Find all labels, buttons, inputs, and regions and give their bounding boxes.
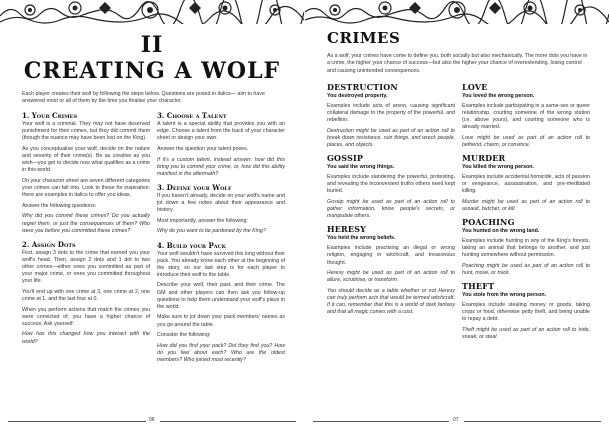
left-column (22, 106, 150, 349)
right-column (157, 106, 285, 368)
crime-heading-murder: MURDER (462, 153, 506, 164)
crime-subtitle: You held the wrong beliefs. (327, 235, 396, 242)
crime-heading-destruction: DESTRUCTION (327, 82, 398, 92)
crime-examples: Examples include accidental homicide, acts of passion or vengeance, assassination, and pre-meditated killing. (462, 174, 590, 195)
crime-subtitle: You said the wrong things. (327, 164, 395, 171)
paragraph: Answer the following questions: (22, 202, 97, 209)
footer-rule-right (464, 421, 601, 422)
crime-examples: Examples include participating in a same-sex or queer relationship, courting someone of the wrong station (i.e. above yours), and courting someone who is already married. (462, 103, 590, 131)
footer-rule-left (313, 421, 449, 422)
question-paragraph: Why do you want to be pardoned by the King? (157, 228, 266, 235)
crime-examples: Examples include practising an illegal or wrong religion, engaging in witchcraft, and treasonous thought. (327, 245, 455, 266)
left-page (0, 0, 304, 430)
page-number: 06 (149, 417, 155, 423)
crime-usage: Murder might be used as part of an action roll to assault, butcher, or kill. (462, 199, 590, 213)
paragraph: Make sure to jot down your pack members' names as you go around the table. (157, 314, 285, 328)
paragraph: Your wolf is a criminal. They may not have deserved punishment for their crimes, but they did commit them (though the nuance may have been lost on the King). (22, 121, 150, 142)
crime-subtitle: You destroyed property. (327, 93, 388, 99)
crime-heading-theft: THEFT (462, 281, 495, 292)
paragraph: If you haven't already, decide on your wolf's name and jot down a few notes about their appearance and history. (157, 192, 285, 214)
chapter-title: CREATING A WOLF (23, 58, 281, 84)
crime-examples: Examples include slandering the powerful, protesting, and revealing the inconvenient truths others need kept buried. (327, 174, 455, 195)
crime-examples: Examples include acts of arson, causing significant collateral damage to the property of the powerful, and rebellion. (327, 103, 455, 124)
page-title: CRIMES (327, 29, 401, 47)
crime-usage: Theft might be used as part of an action roll to hide, sneak, or steal. (462, 327, 590, 341)
crime-heading-love: LOVE (462, 82, 488, 92)
paragraph: Most importantly, answer the following: (157, 217, 248, 224)
footer-rule-right (160, 421, 296, 422)
section-heading-your-crimes: 1. Your Crimes (22, 111, 78, 120)
right-column (462, 78, 590, 345)
paragraph: As you conceptualise your wolf, decide on the nature and severity of their crime(s). Be as creative as you wish—you get to decide now what qualifies as a crime in this world. (22, 145, 150, 174)
crime-heading-poaching: POACHING (462, 217, 515, 228)
paragraph: Answer the question your talent poses. (157, 145, 249, 152)
paragraph: On your character sheet are seven different categories your crimes can fall into. Look to these for inspiration: there are examples in italics to offer you ideas. (22, 177, 150, 199)
paragraph: Consider the following: (157, 332, 211, 339)
crime-subtitle: You hunted on the wrong land. (462, 228, 540, 235)
crime-subtitle: You killed the wrong person. (462, 164, 535, 171)
question-paragraph: If it's a custom talent, instead answer: how did this bring you to commit your crime, or, how did this ability manifest in the aftermath? (157, 156, 285, 177)
section-heading-assign-dots: 2. Assign Dots (22, 239, 76, 249)
chapter-intro: Each player creates their wolf by following the steps below. Questions are posed in italics— aim to have answered most or all of them by the time you finalise your character. (22, 91, 265, 105)
crime-examples: Examples include hunting in any of the King's forests, taking an animal that belongs to another, and just hunting somewhere without permission. (462, 238, 590, 259)
crime-note: You should decide as a table whether or not Heresy can truly perform acts that would be termed witchcraft. If it can, remember that this is a world of dark fantasy and that all magic comes with a cost. (327, 287, 455, 316)
paragraph: Your wolf wouldn't have survived this long without their pack. You already know each other at the beginning of the story, so our last step is for each player to introduce their wolf to the table. (157, 250, 285, 278)
crime-usage: Love might be used as part of an action roll to befriend, charm, or convince. (462, 134, 590, 149)
header-ornament (305, 0, 609, 24)
left-column (327, 78, 455, 320)
crime-usage: Poaching might be used as part of an action roll to hunt, move, or track. (462, 263, 590, 277)
crime-usage: Destruction might be used as part of an action roll to break down resistance, ruin things, and wreck people, places, and objects. (327, 127, 455, 149)
header-ornament (0, 0, 304, 24)
footer-rule-left (8, 421, 146, 422)
section-heading-build-pack: 4. Build your Pack (157, 240, 226, 250)
paragraph: Describe your wolf, their past, and their crime. The GM and other players can then ask you follow-up questions to help them understand your wolf's place in the world. (157, 282, 285, 310)
question-paragraph: How has this changed how you interact with the world? (22, 331, 150, 345)
crime-subtitle: You loved the wrong person. (462, 93, 535, 99)
page-number: 07 (453, 417, 459, 423)
paragraph: You'll end up with one crime at 3, one crime at 2, one crime at 1, and the last four at 0. (22, 288, 150, 302)
crime-heading-heresy: HERESY (327, 224, 367, 235)
crime-usage: Gossip might be used as part of an action roll to gather information, know people's secrets, or manipulate others. (327, 199, 455, 220)
section-heading-define-wolf: 3. Define your Wolf (157, 182, 232, 192)
chapter-number: II (140, 32, 164, 58)
crime-examples: Examples include stealing money or goods, taking crops or food, otherwise petty theft, and being unable to repay a debt. (462, 302, 590, 323)
paragraph: When you perform actions that match the crimes you were convicted of, you have a higher chance of success. Ask yourself: (22, 306, 150, 327)
right-page (305, 0, 609, 430)
paragraph: A talent is a special ability that provides you with an edge. Choose a talent from the back of your character sheet or design your own. (157, 121, 285, 142)
crime-heading-gossip: GOSSIP (327, 153, 364, 164)
section-heading-choose-talent: 3. Choose a Talent (157, 111, 227, 120)
paragraph: First, assign 3 dots to the crime that earned you your wolf's head. Then, assign 2 dots and 1 dot to two other crimes—either ones you committed as part of your major crime, or ones you committed throughout your life. (22, 249, 150, 285)
page-intro: As a wolf, your crimes have come to define you, both socially but also mechanically. The more dots you have in a crime, the higher your chance of success—but also the higher your chance of overextending, losing control and causing unintended consequences. (327, 53, 588, 74)
question-paragraph: Why did you commit these crimes? Do you actually regret them, or just the consequences of them? Who were you before you committed these crimes? (22, 213, 150, 234)
crime-usage: Heresy might be used as part of an action roll to allure, scrutinise, or transform. (327, 270, 455, 284)
question-paragraph: How did you find your pack? Did they find you? How do you feel about each? Who are the oldest members? Who joined most recently? (157, 342, 285, 364)
crime-subtitle: You stole from the wrong person. (462, 292, 547, 299)
